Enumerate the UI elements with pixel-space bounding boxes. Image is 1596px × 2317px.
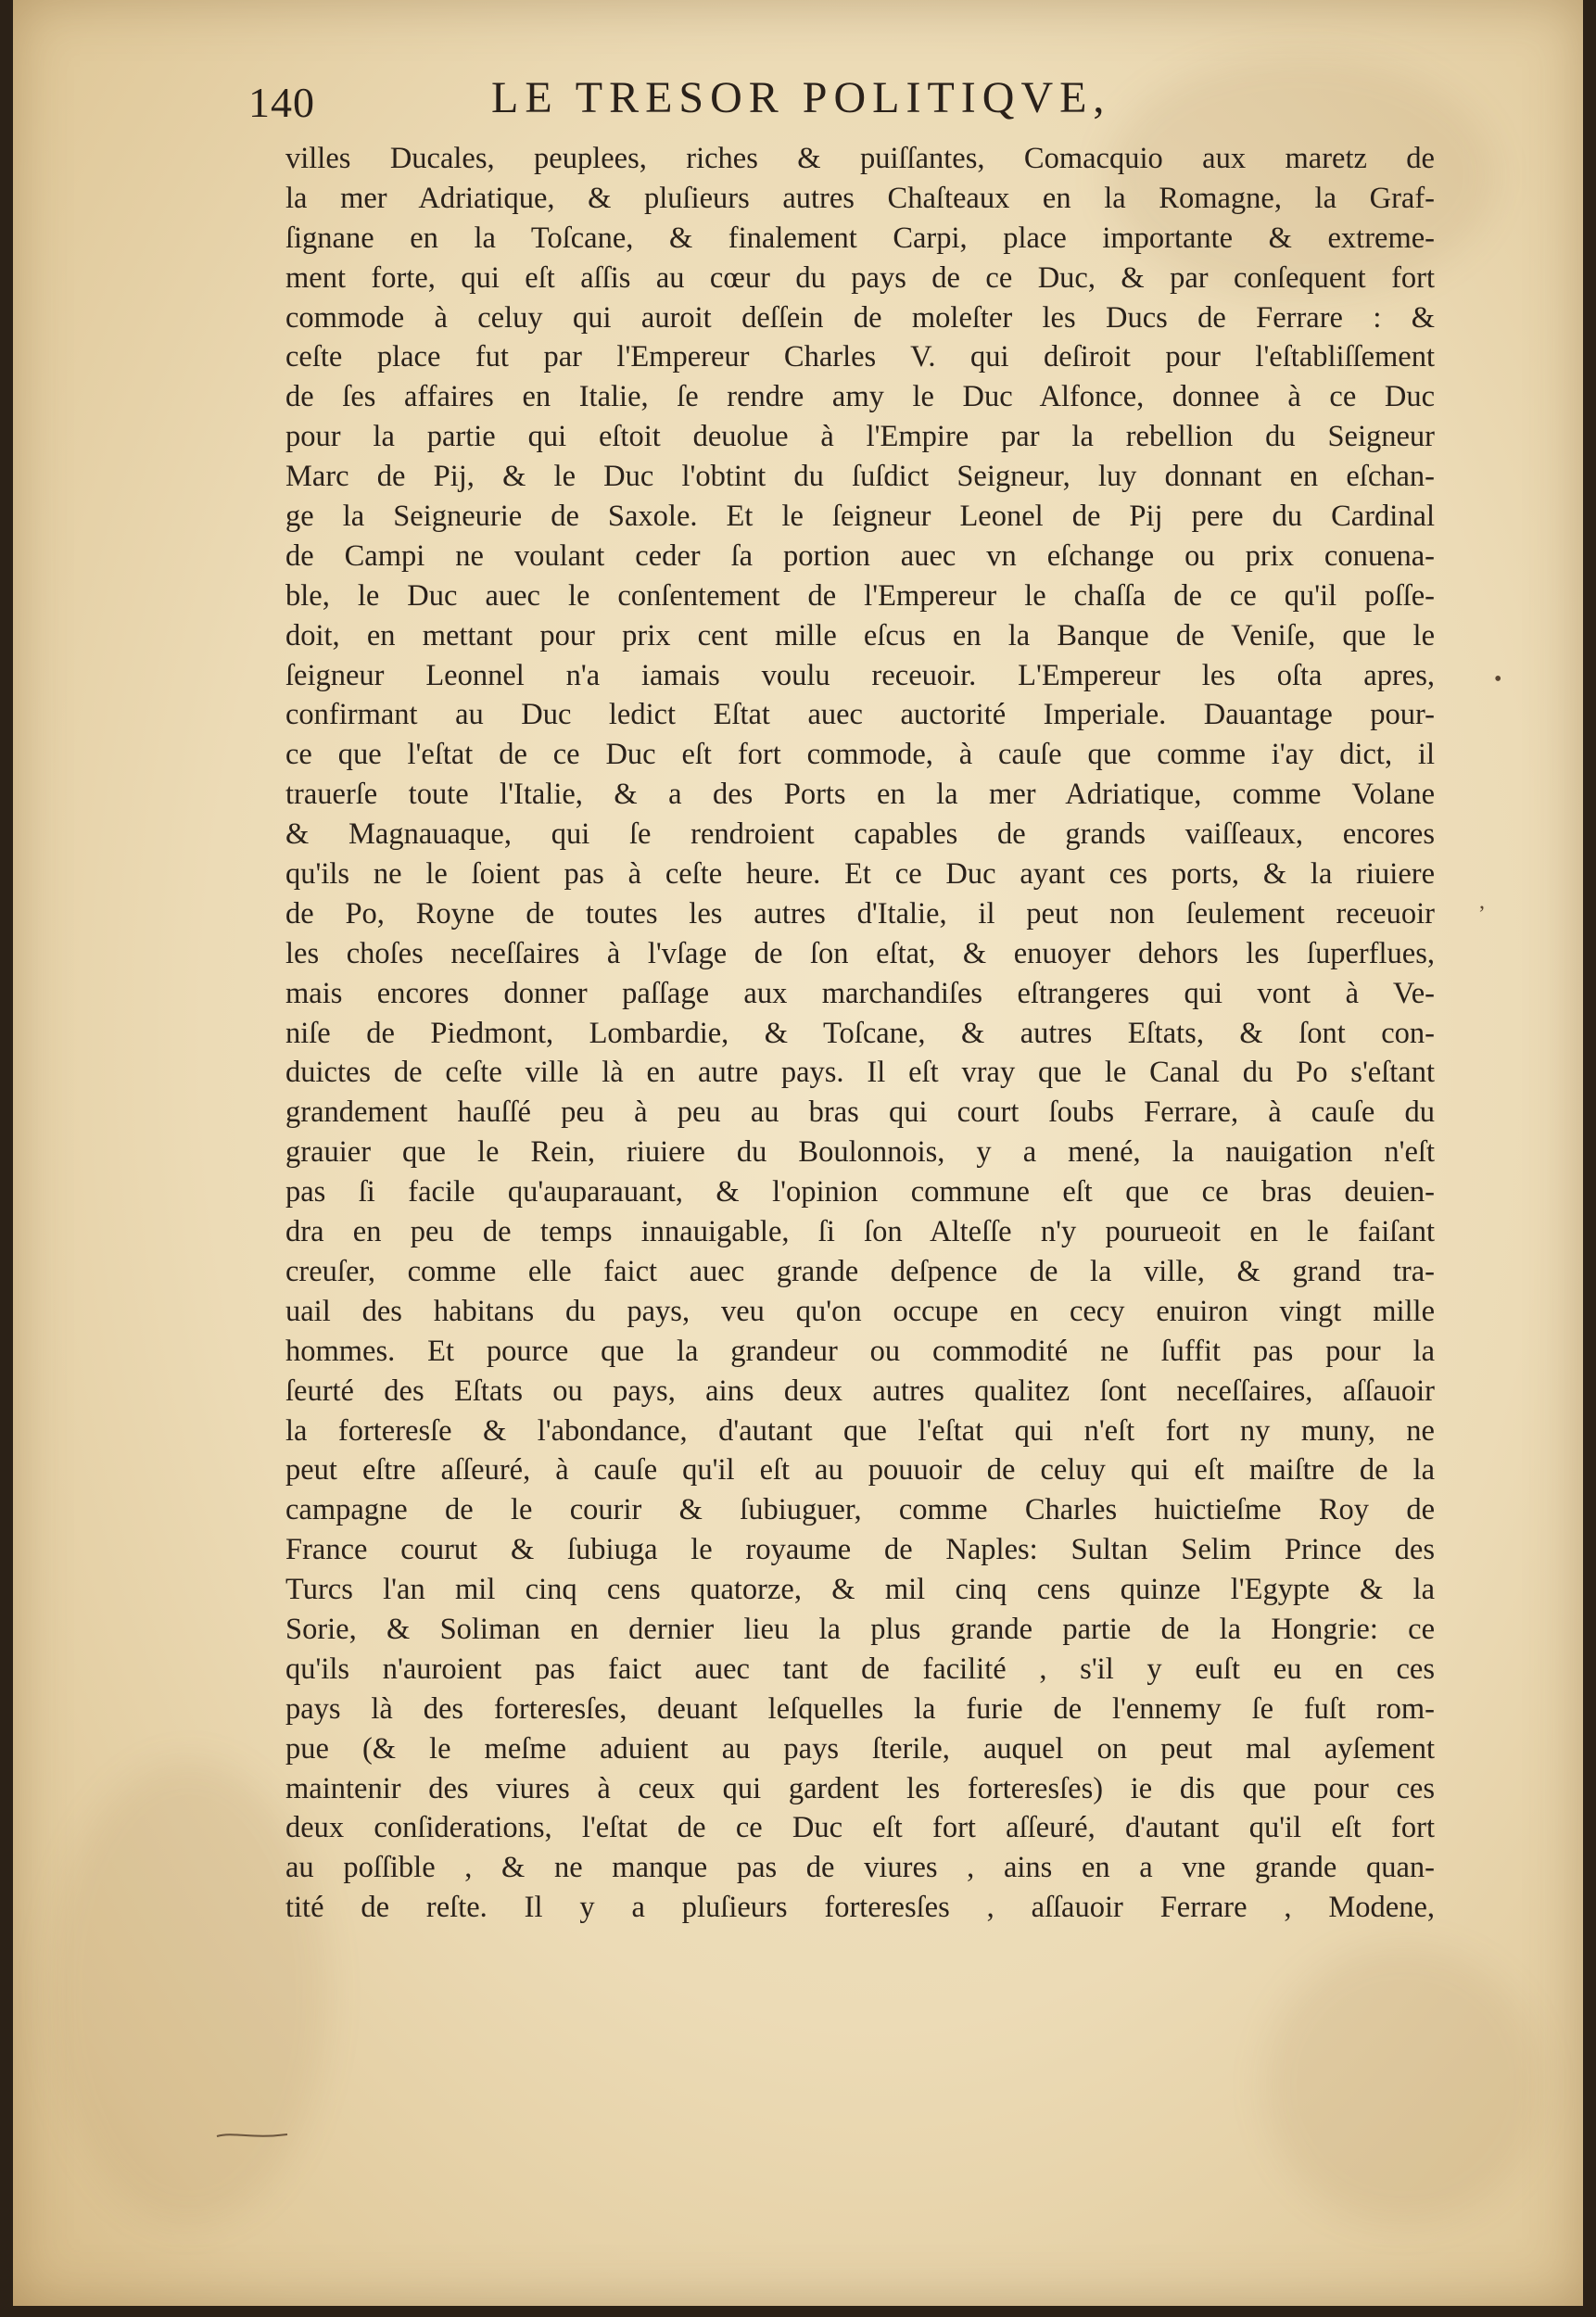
text-line: Marc de Pij, & le Duc l'obtint du ſuſdict Seigneur, luy donnant en eſchan- <box>285 460 1435 494</box>
text-line: tité de reſte. Il y a pluſieurs forteresſes , aſſauoir Ferrare , Modene, <box>285 1891 1435 1925</box>
body-text <box>285 139 1435 1928</box>
text-line: mais encores donner paſſage aux marchandiſes eſtrangeres qui vont à Ve- <box>285 976 1435 1010</box>
text-line: ment forte, qui eſt aſſis au cœur du pays de ce Duc, & par conſequent fort <box>285 260 1435 295</box>
text-line: la mer Adriatique, & pluſieurs autres Chaſteaux en la Romagne, la Graf- <box>285 181 1435 215</box>
running-title: LE TRESOR POLITIQVE, <box>491 73 1111 122</box>
margin-tick: , <box>1479 890 1485 914</box>
text-line: de Campi ne voulant ceder ſa portion auec vn eſchange ou prix conuena- <box>285 538 1435 573</box>
text-line: creuſer, comme elle faict auec grande deſpence de la ville, & grand tra- <box>285 1254 1435 1288</box>
text-line: pue (& le meſme aduient au pays ſterile, auquel on peut mal ayſement <box>285 1731 1435 1766</box>
text-line: trauerſe toute l'Italie, & a des Ports en la mer Adriatique, comme Volane <box>285 778 1435 812</box>
paper-stain <box>1264 1946 1542 2224</box>
text-line: ſeigneur Leonnel n'a iamais voulu receuoir. L'Empereur les oſta apres, <box>285 658 1435 692</box>
text-line: les choſes neceſſaires à l'vſage de ſon eſtat, & enuoyer dehors les ſuperflues, <box>285 936 1435 970</box>
text-line: commode à celuy qui auroit deſſein de moleſter les Ducs de Ferrare : & <box>285 300 1435 335</box>
text-line: ſignane en la Toſcane, & finalement Carpi, place importante & extreme- <box>285 221 1435 255</box>
text-line: ſeurté des Eſtats ou pays, ains deux autres qualitez ſont neceſſaires, aſſauoir <box>285 1374 1435 1408</box>
text-line: niſe de Piedmont, Lombardie, & Toſcane, & autres Eſtats, & ſont con- <box>285 1016 1435 1050</box>
text-line: Sorie, & Soliman en dernier lieu la plus grande partie de la Hongrie: ce <box>285 1612 1435 1646</box>
text-line: ble, le Duc auec le conſentement de l'Empereur le chaſſa de ce qu'il poſſe- <box>285 578 1435 613</box>
text-line: hommes. Et pource que la grandeur ou commodité ne ſuffit pas pour la <box>285 1334 1435 1368</box>
page-number: 140 <box>248 79 315 126</box>
text-line: confirmant au Duc ledict Eſtat auec auctorité Imperiale. Dauantage pour- <box>285 698 1435 732</box>
text-line: de Po, Royne de toutes les autres d'Italie, il peut non ſeulement receuoir <box>285 896 1435 931</box>
text-line: pas ſi facile qu'auparauant, & l'opinion commune eſt que ce bras deuien- <box>285 1175 1435 1209</box>
text-line: au poſſible , & ne manque pas de viures , ains en a vne grande quan- <box>285 1851 1435 1885</box>
text-line: la forteresſe & l'abondance, d'autant que l'eſtat qui n'eſt fort ny muny, ne <box>285 1413 1435 1448</box>
text-line: villes Ducales, peuplees, riches & puiſſantes, Comacquio aux maretz de <box>285 142 1435 175</box>
text-line: ge la Seigneurie de Saxole. Et le ſeigneur Leonel de Pij pere du Cardinal <box>285 500 1435 534</box>
text-line: qu'ils ne le ſoient pas à ceſte heure. Et ce Duc ayant ces ports, & la riuiere <box>285 857 1435 892</box>
text-line: pour la partie qui eſtoit deuolue à l'Empire par la rebellion du Seigneur <box>285 420 1435 454</box>
text-line: de ſes affaires en Italie, ſe rendre amy le Duc Alfonce, donnee à ce Duc <box>285 380 1435 414</box>
text-line: maintenir des viures à ceux qui gardent les forteresſes) ie dis que pour ces <box>285 1771 1435 1805</box>
text-line: peut eſtre aſſeuré, à cauſe qu'il eſt au pouuoir de celuy qui eſt maiſtre de la <box>285 1453 1435 1488</box>
text-line: campagne de le courir & ſubiuguer, comme Charles huictieſme Roy de <box>285 1493 1435 1527</box>
text-line: grandement hauſſé peu à peu au bras qui court ſoubs Ferrare, à cauſe du <box>285 1095 1435 1130</box>
text-line: doit, en mettant pour prix cent mille eſcus en la Banque de Veniſe, que le <box>285 618 1435 652</box>
margin-dot: • <box>1494 667 1502 691</box>
text-line: grauier que le Rein, riuiere du Boulonnois, y a mené, la nauigation n'eſt <box>285 1135 1435 1170</box>
text-line: qu'ils n'auroient pas faict auec tant de facilité , s'il y euſt eu en ces <box>285 1652 1435 1686</box>
text-line: ce que l'eſtat de ce Duc eſt fort commode, à cauſe que comme i'ay dict, il <box>285 738 1435 772</box>
text-line: France courut & ſubiuga le royaume de Naples: Sultan Selim Prince des <box>285 1533 1435 1567</box>
text-line: & Magnauaque, qui ſe rendroient capables de grands vaiſſeaux, encores <box>285 817 1435 852</box>
text-line: ceſte place fut par l'Empereur Charles V. qui deſiroit pour l'eſtabliſſement <box>285 340 1435 374</box>
ornament-icon <box>215 2130 289 2141</box>
text-line: uail des habitans du pays, veu qu'on occupe en cecy enuiron vingt mille <box>285 1294 1435 1328</box>
text-line: dra en peu de temps innauigable, ſi ſon Alteſſe n'y pourueoit en le faiſant <box>285 1215 1435 1249</box>
text-line: deux conſiderations, l'eſtat de ce Duc eſt fort aſſeuré, d'autant qu'il eſt fort <box>285 1811 1435 1845</box>
text-line: pays là des forteresſes, deuant leſquelles la furie de l'ennemy ſe fuſt rom- <box>285 1691 1435 1726</box>
running-head <box>222 72 1455 128</box>
text-line: duictes de ceſte ville là en autre pays. Il eſt vray que le Canal du Po s'eſtant <box>285 1056 1435 1090</box>
text-line: Turcs l'an mil cinq cens quatorze, & mil cinq cens quinze l'Egypte & la <box>285 1573 1435 1607</box>
